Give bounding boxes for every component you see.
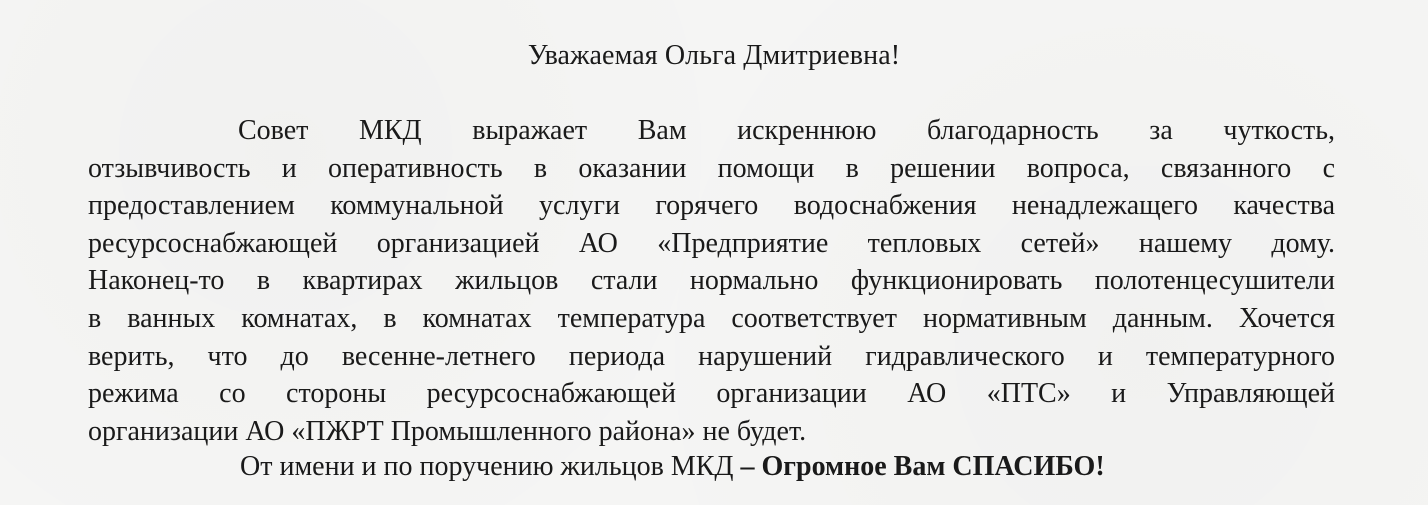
body-line: отзывчивость и оперативность в оказании помощи в решении вопроса, связанного с: [88, 152, 1335, 184]
body-line: верить, что до весенне-летнего периода нарушений гидравлического и температурного: [88, 340, 1335, 372]
body-line: ресурсоснабжающей организацией АО «Предприятие тепловых сетей» нашему дому.: [88, 227, 1335, 259]
closing-text: От имени и по поручению жильцов МКД: [240, 451, 741, 482]
salutation: Уважаемая Ольга Дмитриевна!: [527, 40, 901, 71]
body-line: организации АО «ПЖРТ Промышленного района» не будет.: [88, 415, 807, 447]
body-line: Наконец-то в квартирах жильцов стали нормально функционировать полотенцесушители: [88, 265, 1335, 297]
body-line: режима со стороны ресурсоснабжающей организации АО «ПТС» и Управляющей: [88, 378, 1335, 410]
body-line: Совет МКД выражает Вам искреннюю благодарность за чуткость,: [238, 115, 1335, 146]
body-line: в ванных комнатах, в комнатах температура соответствует нормативным данным. Хочется: [88, 302, 1335, 334]
body-line: предоставлением коммунальной услуги горячего водоснабжения ненадлежащего качества: [88, 190, 1335, 222]
closing-thanks: – Огромное Вам СПАСИБО!: [740, 451, 1105, 482]
letter-body: [88, 112, 1335, 450]
